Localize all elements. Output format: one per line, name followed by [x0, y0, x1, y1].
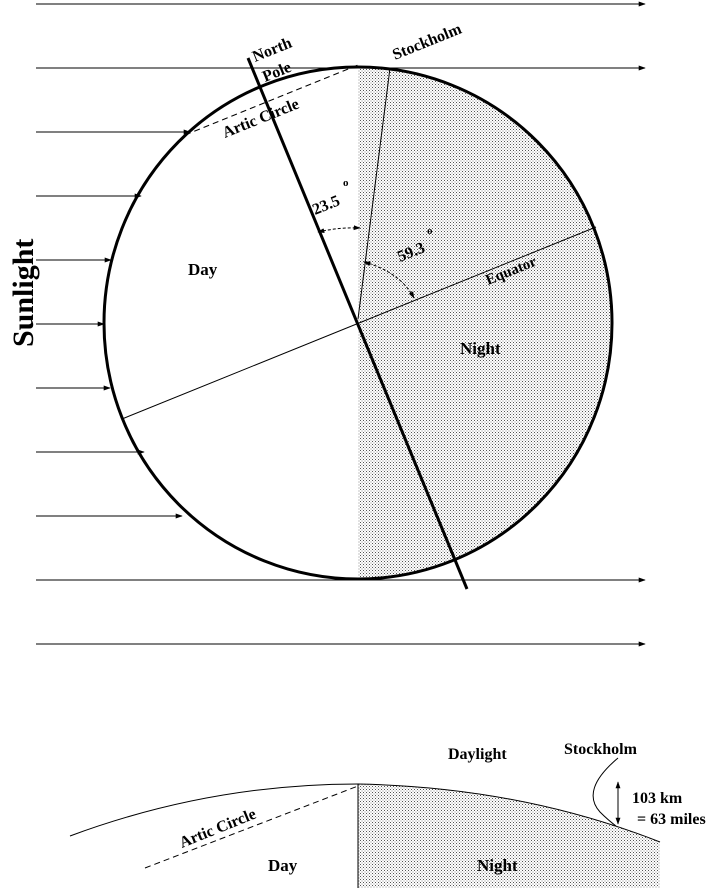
detail-artic-circle-label: Artic Circle [177, 805, 259, 852]
tilt-angle-arc [318, 228, 360, 232]
north-pole-label-2: Pole [260, 58, 294, 86]
detail-night-label: Night [477, 856, 518, 875]
distance-miles-label: = 63 miles [637, 811, 706, 828]
detail-stockholm-label: Stockholm [564, 741, 637, 758]
stockholm-angle-label: 59.3 [395, 239, 428, 266]
stockholm-detail [70, 741, 706, 888]
night-label: Night [460, 339, 501, 358]
distance-km-label: 103 km [632, 790, 683, 807]
tilt-angle-degree: o [343, 177, 349, 189]
detail-stockholm-pointer [593, 758, 618, 826]
artic-circle-label: Artic Circle [220, 95, 302, 142]
daylight-label: Daylight [448, 746, 507, 763]
sunlight-label: Sunlight [7, 238, 40, 347]
day-label: Day [188, 260, 218, 279]
equator-label: Equator [483, 253, 539, 289]
stockholm-angle-degree: o [427, 225, 433, 237]
detail-arctic-circle-line [145, 786, 358, 868]
night-region [358, 60, 618, 590]
north-pole-label-1: North [250, 34, 295, 66]
detail-day-label: Day [268, 856, 298, 875]
stockholm-label: Stockholm [390, 20, 465, 64]
tilt-angle-label: 23.5 [310, 192, 343, 219]
